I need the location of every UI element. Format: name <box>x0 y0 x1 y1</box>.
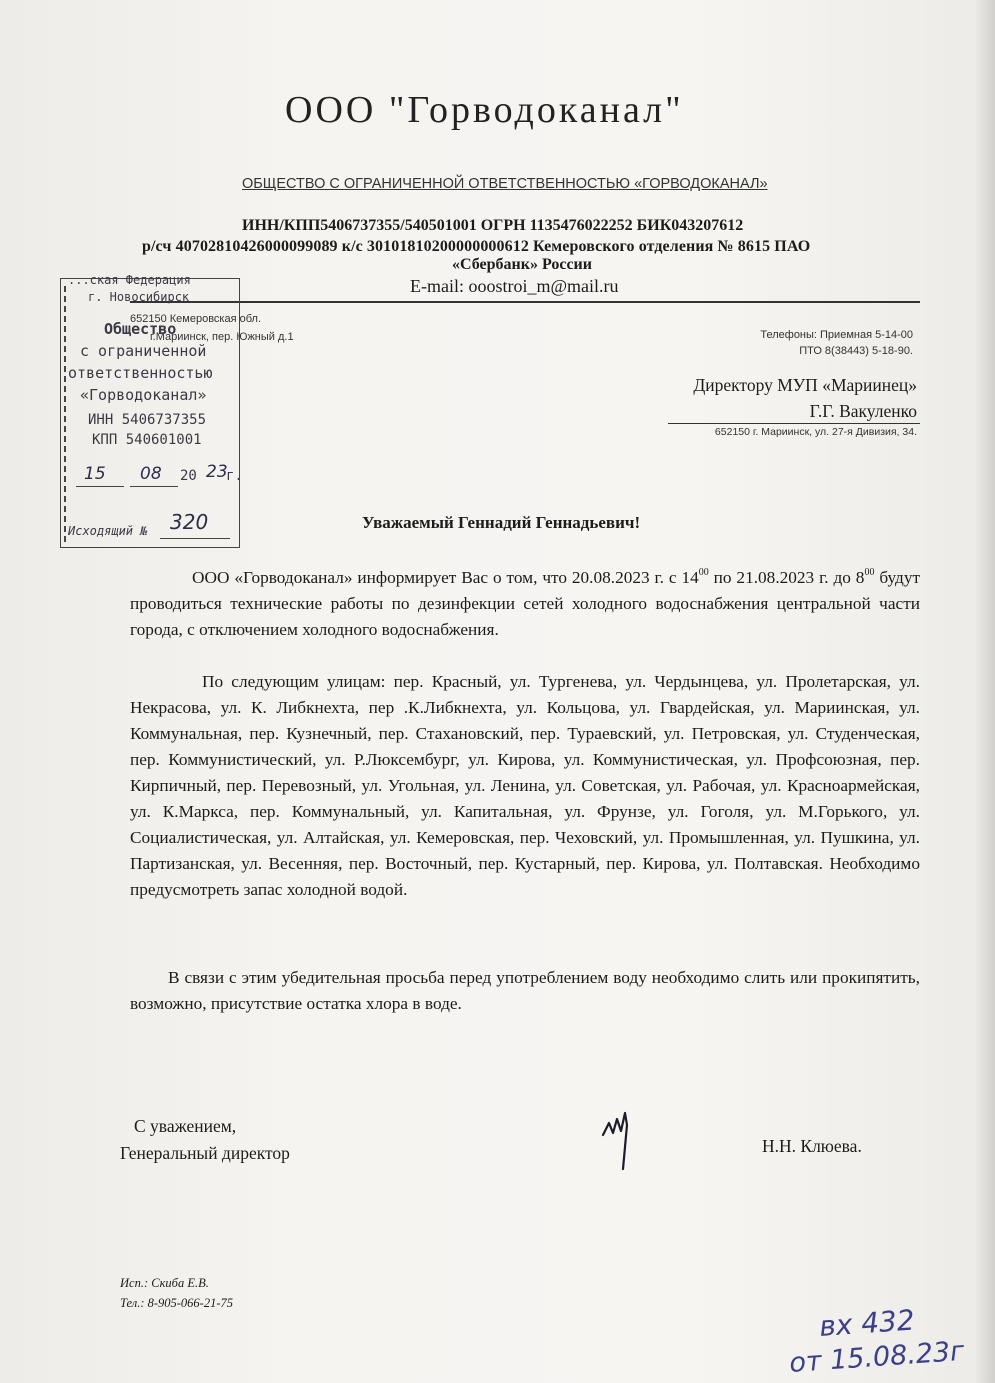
body-paragraph-2: По следующим улицам: пер. Красный, ул. Тургенева, ул. Чердынцева, ул. Пролетарская, ул. Некрасова, ул. К. Либкнехта, пер .К.Либкнехта, ул. Кольцова, ул. Гвардейская, ул. Мариинская, ул. Коммунальная, пер. Кузнечный, пер. Стахановский, пер. Тураевский, ул. Петровская, ул. Студенческая, пер. Коммунистический, ул. Р.Люксембург, ул. Кирова, ул. Коммунистическая, ул. Профсоюзная, пер. Кирпичный, пер. Перевозный, ул. Угольная, ул. Ленина, ул. Советская, ул. Рабочая, ул. Красноармейская, ул. К.Маркса, пер. Коммунальный, ул. Капитальная, ул. Фрунзе, ул. Гоголя, ул. М.Горького, ул. Социалистическая, ул. Алтайская, ул. Кемеровская, пер. Чеховский, ул. Промышленная, ул. Пушкина, ул. Партизанская, ул. Весенняя, пер. Восточный, пер. Кустарный, пер. Кирова, ул. Полтавская. Необходимо предусмотреть запас холодной водой. <box>130 672 920 899</box>
stamp-inn: ИНН 5406737355 <box>88 412 207 428</box>
requisites-line-1: ИНН/КПП5406737355/540501001 ОГРН 1135476022252 БИК043207612 <box>242 217 744 234</box>
recipient-title: Директору МУП «Мариинец» <box>693 375 917 395</box>
company-address-line-1: 652150 Кемеровская обл. <box>130 313 262 325</box>
body-paragraph-3: В связи с этим убедительная просьба перед употреблением воду необходимо слить или прокипятить, возможно, присутствие остатка хлора в воде. <box>130 968 920 1013</box>
salutation: Уважаемый Геннадий Геннадьевич! <box>362 513 641 532</box>
stamp-month-underline <box>130 486 178 487</box>
signatory-name: Н.Н. Клюева. <box>762 1136 862 1156</box>
stamp-org-line-1: Общество <box>104 320 177 338</box>
time-superscript-2: 00 <box>864 567 875 579</box>
stamp-date-month: 08 <box>140 464 162 484</box>
incoming-registration-note <box>785 1300 985 1380</box>
stamp-date <box>68 462 243 490</box>
incoming-date: от 15.08.23г <box>788 1335 966 1379</box>
stamp-org-line-4: «Горводоканал» <box>80 386 207 404</box>
recipient-address: 652150 г. Мариинск, ул. 27-я Дивизия, 34. <box>714 426 917 438</box>
stamp-date-suffix: г. <box>226 468 243 484</box>
stamp-number-underline <box>160 538 230 539</box>
stamp-org-line-3: ответственностью <box>68 364 213 382</box>
stamp-org-line-2: с ограниченной <box>80 342 207 360</box>
incoming-number: вх 432 <box>818 1303 916 1343</box>
company-phone-line-1: Телефоны: Приемная 5-14-00 <box>760 329 913 341</box>
stamp-outgoing-number: 320 <box>170 510 209 534</box>
time-superscript-1: 00 <box>698 567 709 579</box>
paragraph-1-part-a: ООО «Горводоканал» информирует Вас о том, что 20.08.2023 г. с 14 <box>192 568 699 587</box>
recipient-name: Г.Г. Вакуленко <box>809 401 917 421</box>
stamp-day-underline <box>76 486 124 487</box>
paragraph-1-part-c: будут проводиться технические работы по дезинфекции сетей холодного водоснабжения центральной части города, с отключением холодного водоснабжения. <box>130 568 921 639</box>
page-fold-shadow <box>975 0 995 1383</box>
recipient-underline <box>668 423 920 424</box>
company-title: ООО "Горводоканал" <box>285 89 684 131</box>
header-divider <box>130 301 920 303</box>
requisites-line-3: «Сбербанк» России <box>452 256 592 273</box>
closing-greeting: С уважением, <box>134 1116 237 1136</box>
stamp-date-year-prefix: 20 <box>180 468 197 484</box>
stamp-country: ...ская Федерация <box>68 273 191 287</box>
company-email: E-mail: ooostroi_m@mail.ru <box>410 276 619 296</box>
stamp-date-day: 15 <box>84 464 106 484</box>
outgoing-stamp <box>60 273 243 548</box>
company-phone-line-2: ПТО 8(38443) 5-18-90. <box>799 345 913 357</box>
signer-position: Генеральный директор <box>120 1143 290 1163</box>
stamp-date-year-suffix: 23 <box>206 462 228 482</box>
body-paragraph-1 <box>130 565 920 643</box>
handwritten-signature <box>595 1105 645 1177</box>
requisites-line-2: р/сч 40702810426000099089 к/с 30101810200000000612 Кемеровского отделения № 8615 ПАО <box>142 238 811 255</box>
stamp-city: г. Новосибирск <box>88 290 190 304</box>
executor-name: Исп.: Скиба Е.В. <box>120 1276 209 1290</box>
stamp-kpp: КПП 540601001 <box>92 432 202 448</box>
company-full-name: ОБЩЕСТВО С ОГРАНИЧЕННОЙ ОТВЕТСТВЕННОСТЬЮ «ГОРВОДОКАНАЛ» <box>242 176 768 192</box>
executor-phone: Тел.: 8-905-066-21-75 <box>120 1296 234 1310</box>
company-address-line-2: г.Мариинск, пер. Южный д.1 <box>150 331 294 343</box>
stamp-outgoing-label: Исходящий № <box>68 524 148 538</box>
paragraph-1-part-b: по 21.08.2023 г. до 8 <box>708 568 865 587</box>
